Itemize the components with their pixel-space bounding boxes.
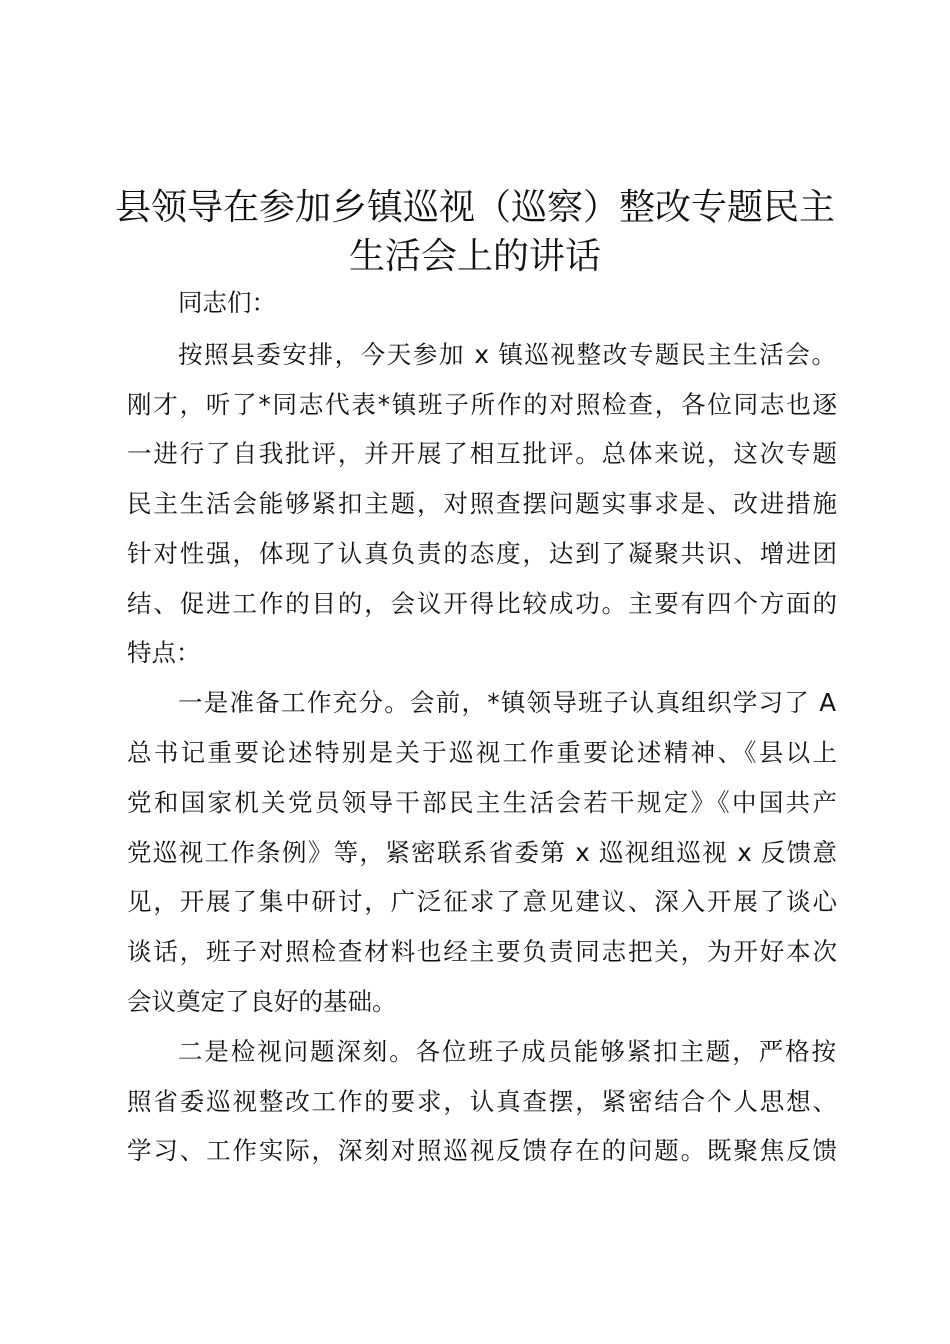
paragraph-line: 会议奠定了良好的基础。 bbox=[127, 987, 397, 1016]
document-title-line-1: 县领导在参加乡镇巡视（巡察）整改专题民主 bbox=[114, 187, 835, 228]
paragraph-line: 党巡视工作条例》等，紧密联系省委第 x 巡视组巡视 x 反馈意 bbox=[127, 838, 837, 867]
paragraph-line: 党和国家机关党员领导干部民主生活会若干规定》《中国共产 bbox=[127, 788, 837, 817]
paragraph-line: 刚才，听了*同志代表*镇班子所作的对照检查，各位同志也逐 bbox=[127, 390, 837, 419]
paragraph-line: 民主生活会能够紧扣主题，对照查摆问题实事求是、改进措施 bbox=[127, 489, 837, 518]
paragraph-line: 结、促进工作的目的，会议开得比较成功。主要有四个方面的 bbox=[127, 589, 837, 618]
paragraph-line: 针对性强，体现了认真负责的态度，达到了凝聚共识、增进团 bbox=[127, 539, 837, 568]
paragraph-line: 谈话，班子对照检查材料也经主要负责同志把关，为开好本次 bbox=[127, 937, 837, 966]
paragraph-line: 总书记重要论述特别是关于巡视工作重要论述精神、《县以上 bbox=[127, 738, 837, 767]
salutation: 同志们： bbox=[178, 288, 276, 317]
paragraph-line: 学习、工作实际，深刻对照巡视反馈存在的问题。既聚焦反馈 bbox=[127, 1136, 837, 1165]
paragraph-line: 照省委巡视整改工作的要求，认真查摆，紧密结合个人思想、 bbox=[127, 1087, 837, 1116]
paragraph-line: 特点： bbox=[127, 638, 201, 667]
paragraph-line: 按照县委安排，今天参加 x 镇巡视整改专题民主生活会。 bbox=[178, 340, 836, 369]
paragraph-line: 一进行了自我批评，并开展了相互批评。总体来说，这次专题 bbox=[127, 439, 837, 468]
paragraph-line: 一是准备工作充分。会前，*镇领导班子认真组织学习了 A bbox=[178, 688, 836, 717]
paragraph-line: 二是检视问题深刻。各位班子成员能够紧扣主题，严格按 bbox=[178, 1037, 836, 1066]
document-title-line-2: 生活会上的讲话 bbox=[348, 236, 601, 277]
paragraph-line: 见，开展了集中研讨，广泛征求了意见建议、深入开展了谈心 bbox=[127, 887, 837, 916]
